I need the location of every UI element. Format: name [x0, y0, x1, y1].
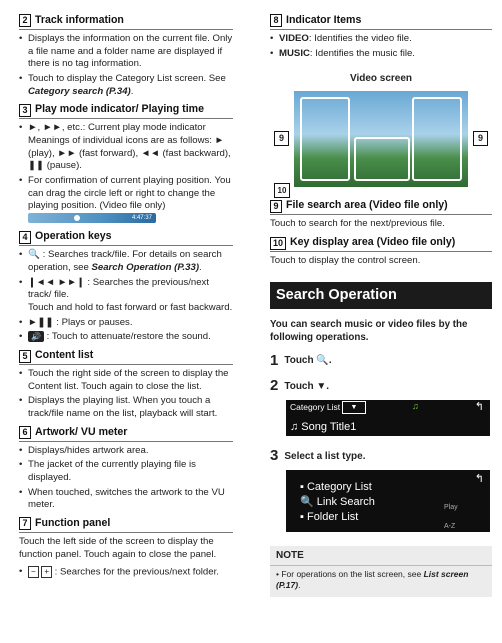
- step-text: Touch 🔍.: [284, 354, 332, 366]
- function-panel-list: [19, 566, 233, 579]
- step-text: Touch ▼.: [284, 380, 330, 392]
- list-item: • ►, ►►, etc.: Current play mode indicator Meanings of individual icons are as follows: ► (play), ►► (fast forward), ◄◄ (fast backward), ❚❚ (pause).: [19, 122, 233, 173]
- list-type-menu: [300, 480, 375, 525]
- section-number: 10: [270, 237, 286, 250]
- section-number: 8: [270, 14, 282, 27]
- file-search-text: Touch to search for the next/previous file.: [270, 218, 445, 230]
- folder-next-icon: +: [41, 566, 52, 578]
- dropdown-chevron-icon[interactable]: ▼: [342, 401, 366, 414]
- section-file-search-heading: [270, 199, 492, 215]
- section-number: 7: [19, 517, 31, 530]
- skip-icon: ❙◄◄ ►►❙: [28, 276, 85, 288]
- cross-reference-link[interactable]: List screen (P.17): [276, 569, 469, 591]
- video-screen-image: [294, 91, 468, 187]
- list-type-screenshot: [286, 470, 490, 532]
- list-item: • Touch to display the Category List screen. See Category search (P.34).: [19, 73, 233, 98]
- section-number: 9: [270, 200, 282, 213]
- callout-label: 9: [473, 131, 488, 146]
- section-title: Artwork/ VU meter: [35, 425, 128, 438]
- music-indicator-icon: ♫: [412, 401, 419, 412]
- section-title: File search area (Video file only): [286, 199, 448, 212]
- menu-item-category-list[interactable]: ▪ Category List: [300, 481, 372, 494]
- play-label: Play: [444, 504, 458, 512]
- video-screen-title: Video screen: [349, 73, 413, 85]
- step-number: 2: [270, 377, 279, 395]
- position-handle[interactable]: [74, 215, 80, 221]
- category-list-label: Category List: [290, 402, 341, 413]
- note-heading: NOTE: [270, 546, 492, 566]
- video-screen-figure: [270, 91, 492, 199]
- file-search-area-left[interactable]: [300, 97, 350, 181]
- back-icon[interactable]: ↰: [474, 401, 484, 414]
- content-list-list: [19, 368, 233, 421]
- play-mode-list: [19, 122, 233, 225]
- section-track-information-heading: [19, 14, 233, 30]
- section-title: Content list: [35, 349, 94, 362]
- right-column: [270, 14, 492, 597]
- search-operation-heading: Search Operation: [270, 282, 492, 309]
- list-item: • When touched, switches the artwork to the VU meter.: [19, 487, 233, 512]
- step-1: [270, 351, 492, 371]
- section-function-panel-heading: [19, 517, 233, 533]
- playback-position-bar[interactable]: 4:47:37: [28, 213, 156, 223]
- list-item: • For confirmation of current playing position. You can drag the circle left or right to change the playing position. (Video file only) 4:47:37: [19, 175, 233, 226]
- section-number: 6: [19, 426, 31, 439]
- step-text: Select a list type.: [284, 450, 366, 462]
- section-artwork-heading: [19, 426, 233, 442]
- section-operation-keys-heading: [19, 230, 233, 246]
- step-number: 3: [270, 447, 279, 465]
- play-pause-icon: ►❚❚: [28, 316, 54, 328]
- function-panel-text: Touch the left side of the screen to display the function panel. Touch again to close the panel.: [19, 535, 217, 560]
- section-number: 4: [19, 231, 31, 244]
- list-item: • 🔊 : Touch to attenuate/restore the sound.: [19, 331, 233, 344]
- key-display-area[interactable]: [354, 137, 410, 181]
- artwork-list: [19, 445, 233, 512]
- search-icon: 🔍: [28, 249, 40, 261]
- cross-reference-link[interactable]: Category search (P.34): [28, 85, 131, 97]
- menu-item-link-search[interactable]: 🔍 Link Search: [300, 496, 375, 509]
- menu-item-folder-list[interactable]: ▪ Folder List: [300, 511, 359, 524]
- callout-label: 10: [274, 183, 290, 198]
- key-display-text: Touch to display the control screen.: [270, 255, 421, 267]
- section-title: Indicator Items: [286, 14, 362, 26]
- callout-label: 9: [274, 131, 289, 146]
- section-content-list-heading: [19, 349, 233, 365]
- track-information-list: [19, 33, 233, 98]
- file-search-area-right[interactable]: [412, 97, 462, 181]
- search-intro: You can search music or video files by the following operations.: [270, 318, 468, 343]
- list-item: • The jacket of the currently playing file is displayed.: [19, 459, 233, 484]
- note-body: • For operations on the list screen, see List screen (P.17).: [276, 569, 469, 591]
- section-title: Function panel: [35, 516, 111, 529]
- section-title: Key display area (Video file only): [290, 236, 456, 249]
- back-icon[interactable]: ↰: [474, 473, 484, 486]
- section-number: 3: [19, 104, 31, 117]
- cross-reference-link[interactable]: Search Operation (P.33): [91, 262, 200, 274]
- folder-previous-icon: −: [28, 566, 39, 578]
- step-3: [270, 446, 492, 466]
- list-item: • VIDEO: Identifies the video file.: [270, 33, 492, 46]
- section-title: Play mode indicator/ Playing time: [35, 103, 204, 116]
- list-item: • − + : Searches for the previous/next folder.: [19, 566, 233, 579]
- section-number: 2: [19, 14, 31, 27]
- section-number: 5: [19, 350, 31, 363]
- song-title: ♫ Song Title1: [290, 421, 357, 434]
- list-item: • Displays/hides artwork area.: [19, 445, 233, 458]
- section-indicator-items-heading: [270, 14, 492, 30]
- sort-az-label: A-Z: [444, 523, 456, 531]
- list-item: • MUSIC: Identifies the music file.: [270, 48, 492, 61]
- indicator-items-list: [270, 33, 492, 60]
- list-item: • 🔍 : Searches track/file. For details on search operation, see Search Operation (P.33).: [19, 249, 233, 274]
- left-column: [19, 14, 233, 584]
- list-item: • ❙◄◄ ►►❙ : Searches the previous/next track/ file. Touch and hold to fast forward or fast backward.: [19, 277, 233, 315]
- volume-icon: 🔊: [28, 331, 44, 342]
- list-item: • ►❚❚ : Plays or pauses.: [19, 317, 233, 330]
- section-key-display-heading: [270, 236, 492, 252]
- section-title: Track information: [35, 14, 124, 26]
- step-number: 1: [270, 351, 279, 369]
- list-item: • Displays the playing list. When you touch a track/file name on the list, playback will start.: [19, 395, 233, 420]
- list-item: • Displays the information on the current file. Only a file name and a folder name are displayed if there is no tag information.: [19, 33, 233, 71]
- operation-keys-list: [19, 249, 233, 344]
- category-list-screenshot: [286, 400, 490, 436]
- note-box: [270, 546, 492, 597]
- step-2: [270, 376, 492, 396]
- section-title: Operation keys: [35, 230, 112, 243]
- list-item: • Touch the right side of the screen to display the Content list. Touch again to close the list.: [19, 368, 233, 393]
- section-play-mode-heading: [19, 103, 233, 119]
